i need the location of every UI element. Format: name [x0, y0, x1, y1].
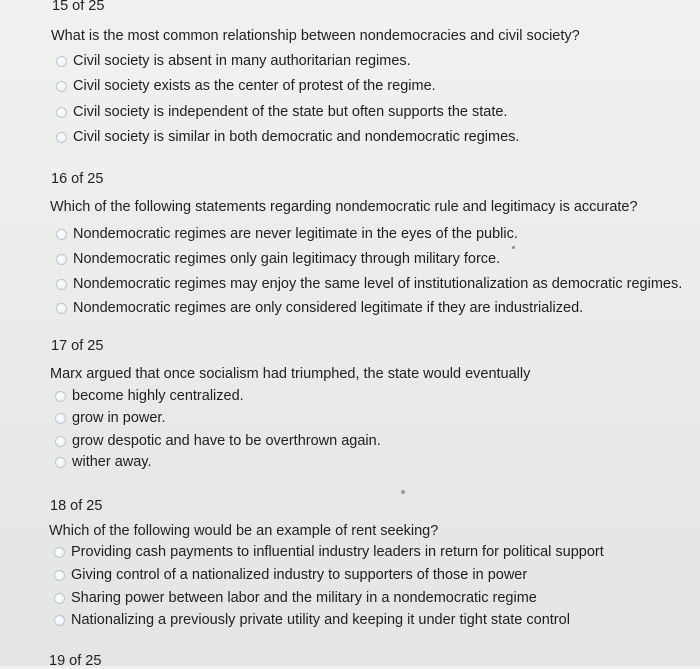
option-label: Nondemocratic regimes may enjoy the same level of institutionalization as democratic regimes. — [73, 276, 683, 292]
question-number: 18 of 25 — [50, 498, 103, 514]
question-text: Which of the following would be an example of rent seeking? — [49, 523, 439, 539]
option-label: grow in power. — [72, 410, 166, 426]
option-label: wither away. — [72, 454, 152, 470]
radio-button[interactable] — [54, 570, 65, 581]
question-number: 17 of 25 — [51, 338, 104, 354]
radio-button[interactable] — [54, 615, 65, 626]
option-label: Nationalizing a previously private utility and keeping it under tight state control — [71, 612, 570, 628]
radio-button[interactable] — [56, 132, 67, 143]
radio-button[interactable] — [56, 81, 67, 92]
option-label: Nondemocratic regimes are never legitimate in the eyes of the public. — [73, 226, 518, 242]
option-label: Civil society exists as the center of protest of the regime. — [73, 78, 436, 94]
radio-button[interactable] — [54, 593, 65, 604]
radio-button[interactable] — [56, 303, 67, 314]
radio-button[interactable] — [56, 279, 67, 290]
radio-button[interactable] — [56, 254, 67, 265]
question-text: Which of the following statements regarding nondemocratic rule and legitimacy is accurate? — [50, 199, 638, 215]
option-label: Nondemocratic regimes are only considered legitimate if they are industrialized. — [73, 300, 584, 316]
option-label: become highly centralized. — [72, 388, 244, 404]
radio-button[interactable] — [54, 547, 65, 558]
option-label: Civil society is absent in many authoritarian regimes. — [73, 53, 411, 69]
option-label: Giving control of a nationalized industry to supporters of those in power — [71, 567, 528, 583]
question-number: 16 of 25 — [51, 171, 104, 187]
radio-button[interactable] — [55, 457, 66, 468]
option-label: grow despotic and have to be overthrown again. — [72, 433, 381, 449]
question-number: 19 of 25 — [49, 653, 102, 669]
question-number: 15 of 25 — [52, 0, 105, 14]
radio-button[interactable] — [55, 391, 66, 402]
question-text: Marx argued that once socialism had triumphed, the state would eventually — [50, 366, 531, 382]
question-text: What is the most common relationship between nondemocracies and civil society? — [51, 28, 580, 44]
screen-speck — [401, 490, 405, 494]
option-label: Providing cash payments to influential industry leaders in return for political support — [71, 544, 604, 560]
radio-button[interactable] — [56, 229, 67, 240]
screen-speck — [512, 246, 515, 249]
radio-button[interactable] — [55, 413, 66, 424]
option-label: Nondemocratic regimes only gain legitimacy through military force. — [73, 251, 501, 267]
radio-button[interactable] — [56, 56, 67, 67]
option-label: Civil society is independent of the state but often supports the state. — [73, 104, 508, 120]
radio-button[interactable] — [56, 107, 67, 118]
radio-button[interactable] — [55, 436, 66, 447]
option-label: Civil society is similar in both democratic and nondemocratic regimes. — [73, 129, 520, 145]
option-label: Sharing power between labor and the military in a nondemocratic regime — [71, 590, 537, 606]
